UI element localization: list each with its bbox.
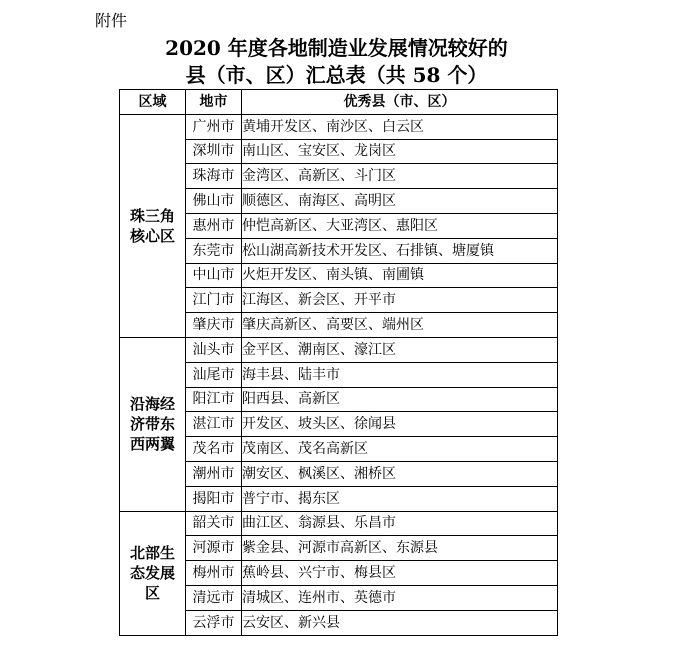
counties-cell: 开发区、坡头区、徐闻县 — [242, 412, 558, 437]
counties-cell: 茂南区、茂名高新区 — [242, 437, 558, 462]
region-name-line: 西两翼 — [129, 435, 175, 454]
city-cell: 惠州市 — [186, 213, 242, 238]
region-name-line: 区 — [144, 584, 160, 603]
table-row — [120, 585, 558, 610]
table-row — [120, 486, 558, 511]
table-row — [120, 561, 558, 586]
city-cell: 梅州市 — [186, 561, 242, 586]
counties-cell: 蕉岭县、兴宁市、梅县区 — [242, 561, 558, 586]
counties-cell: 紫金县、河源市高新区、东源县 — [242, 536, 558, 561]
counties-cell: 潮安区、枫溪区、湘桥区 — [242, 461, 558, 486]
counties-cell: 金平区、潮南区、濠江区 — [242, 337, 558, 362]
table-row — [120, 461, 558, 486]
city-cell: 江门市 — [186, 288, 242, 313]
region-name-line: 珠三角 — [129, 206, 175, 225]
table-row — [120, 362, 558, 387]
counties-cell: 云安区、新兴县 — [242, 610, 558, 635]
table-row — [120, 139, 558, 164]
header-region: 区域 — [120, 90, 186, 115]
table-row — [120, 313, 558, 338]
table-row — [120, 213, 558, 238]
city-cell: 中山市 — [186, 263, 242, 288]
table-row — [120, 536, 558, 561]
city-cell: 揭阳市 — [186, 486, 242, 511]
table-row — [120, 164, 558, 189]
city-cell: 潮州市 — [186, 461, 242, 486]
counties-cell: 曲江区、翁源县、乐昌市 — [242, 511, 558, 536]
summary-table — [119, 89, 558, 636]
counties-cell: 仲恺高新区、大亚湾区、惠阳区 — [242, 213, 558, 238]
region-cell — [120, 114, 186, 337]
counties-cell: 南山区、宝安区、龙岗区 — [242, 139, 558, 164]
city-cell: 广州市 — [186, 114, 242, 139]
header-counties: 优秀县（市、区） — [242, 90, 558, 115]
header-city: 地市 — [186, 90, 242, 115]
counties-cell: 阳西县、高新区 — [242, 387, 558, 412]
region-cell — [120, 337, 186, 511]
table-row — [120, 437, 558, 462]
table-row — [120, 263, 558, 288]
table-row — [120, 114, 558, 139]
table-row — [120, 610, 558, 635]
table-body — [120, 114, 558, 635]
counties-cell: 顺德区、南海区、高明区 — [242, 189, 558, 214]
counties-cell: 清城区、连州市、英德市 — [242, 585, 558, 610]
region-name-line: 北部生 — [129, 544, 175, 563]
region-name-line: 沿海经 — [129, 395, 175, 414]
city-cell: 汕尾市 — [186, 362, 242, 387]
counties-cell: 火炬开发区、南头镇、南圃镇 — [242, 263, 558, 288]
table-row — [120, 238, 558, 263]
city-cell: 阳江市 — [186, 387, 242, 412]
table-header-row — [120, 90, 558, 115]
counties-cell: 江海区、新会区、开平市 — [242, 288, 558, 313]
city-cell: 河源市 — [186, 536, 242, 561]
attachment-label: 附件 — [95, 11, 128, 30]
table-row — [120, 412, 558, 437]
region-name-line: 济带东 — [129, 415, 175, 434]
city-cell: 珠海市 — [186, 164, 242, 189]
document-title-line-1: 2020 年度各地制造业发展情况较好的 — [165, 36, 508, 60]
table-row — [120, 288, 558, 313]
document-title-line-2: 县（市、区）汇总表（共 58 个） — [185, 63, 488, 87]
counties-cell: 黄埔开发区、南沙区、白云区 — [242, 114, 558, 139]
region-name-line: 态发展 — [129, 564, 175, 583]
counties-cell: 海丰县、陆丰市 — [242, 362, 558, 387]
counties-cell: 松山湖高新技术开发区、石排镇、塘厦镇 — [242, 238, 558, 263]
city-cell: 湛江市 — [186, 412, 242, 437]
table-row — [120, 511, 558, 536]
region-name-line: 核心区 — [129, 226, 175, 245]
counties-cell: 普宁市、揭东区 — [242, 486, 558, 511]
counties-cell: 金湾区、高新区、斗门区 — [242, 164, 558, 189]
table-row — [120, 387, 558, 412]
city-cell: 茂名市 — [186, 437, 242, 462]
city-cell: 东莞市 — [186, 238, 242, 263]
city-cell: 深圳市 — [186, 139, 242, 164]
counties-cell: 肇庆高新区、高要区、端州区 — [242, 313, 558, 338]
city-cell: 云浮市 — [186, 610, 242, 635]
table-row — [120, 337, 558, 362]
table-row — [120, 189, 558, 214]
region-cell — [120, 511, 186, 635]
city-cell: 韶关市 — [186, 511, 242, 536]
city-cell: 佛山市 — [186, 189, 242, 214]
city-cell: 肇庆市 — [186, 313, 242, 338]
city-cell: 清远市 — [186, 585, 242, 610]
city-cell: 汕头市 — [186, 337, 242, 362]
